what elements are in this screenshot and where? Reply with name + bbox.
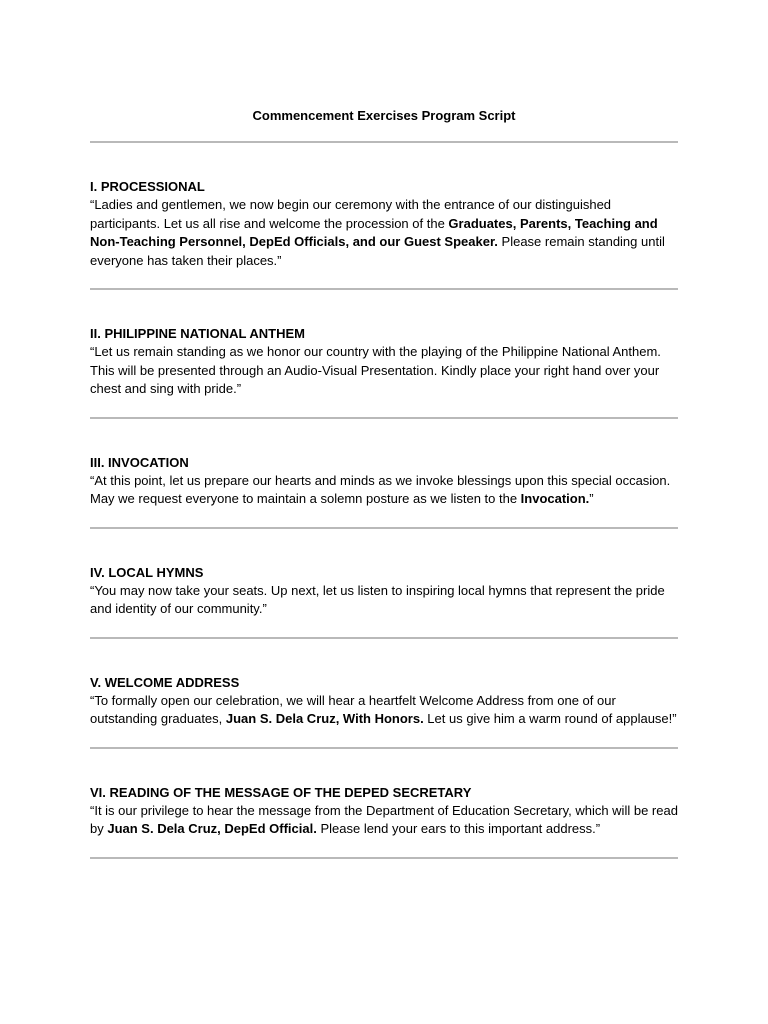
body-text: Please remain standing until everyone has taken their places.” [90, 234, 665, 268]
section-body [90, 802, 678, 839]
emphasized-text: Graduates, Parents, Teaching and Non-Teaching Personnel, DepEd Officials, and our Guest Speaker. [90, 215, 658, 249]
section-body [90, 343, 678, 399]
section-divider [90, 288, 678, 290]
section-divider [90, 417, 678, 419]
section-divider [90, 747, 678, 749]
emphasized-text: Juan S. Dela Cruz, DepEd Official. [107, 821, 317, 836]
program-section [90, 453, 678, 529]
section-divider [90, 637, 678, 639]
program-section [90, 324, 678, 419]
section-heading: II. PHILIPPINE NATIONAL ANTHEM [90, 326, 305, 341]
body-text: “Let us remain standing as we honor our country with the playing of the Philippine National Anthem. This will be presented through an Audio-Visual Presentation. Kindly place your right hand over your chest and sing with pride.” [90, 344, 661, 396]
section-heading: VI. READING OF THE MESSAGE OF THE DEPED SECRETARY [90, 784, 472, 800]
document-page [90, 108, 678, 859]
section-body [90, 472, 678, 509]
section-body [90, 582, 678, 619]
section-heading: IV. LOCAL HYMNS [90, 564, 204, 580]
body-text: “At this point, let us prepare our hearts and minds as we invoke blessings upon this special occasion. May we request everyone to maintain a solemn posture as we listen to the [90, 472, 671, 506]
section-divider [90, 857, 678, 859]
document-title: Commencement Exercises Program Script [252, 108, 516, 123]
body-text: “Ladies and gentlemen, we now begin our ceremony with the entrance of our distinguished participants. Let us all rise and welcome the procession of the [90, 197, 612, 231]
section-divider [90, 527, 678, 529]
section-body [90, 196, 678, 270]
section-heading: V. WELCOME ADDRESS [90, 674, 240, 690]
body-text: “You may now take your seats. Up next, let us listen to inspiring local hymns that represent the pride and identity of our community.” [90, 582, 665, 616]
body-text: Please lend your ears to this important address.” [316, 821, 601, 836]
body-text: “To formally open our celebration, we will hear a heartfelt Welcome Address from one of our outstanding graduates, [90, 692, 616, 726]
program-section [90, 783, 678, 859]
title-divider [90, 141, 678, 143]
section-heading: III. INVOCATION [90, 454, 189, 470]
program-section [90, 563, 678, 639]
emphasized-text: Invocation. [520, 491, 590, 506]
section-body [90, 692, 678, 729]
body-text: Let us give him a warm round of applause!” [423, 711, 677, 726]
sections-container [90, 177, 678, 859]
section-heading: I. PROCESSIONAL [90, 179, 205, 194]
program-section [90, 177, 678, 290]
body-text: ” [589, 491, 594, 506]
program-section [90, 673, 678, 749]
emphasized-text: Juan S. Dela Cruz, With Honors. [225, 711, 424, 726]
body-text: “It is our privilege to hear the message from the Department of Education Secretary, which will be read by [90, 802, 678, 836]
